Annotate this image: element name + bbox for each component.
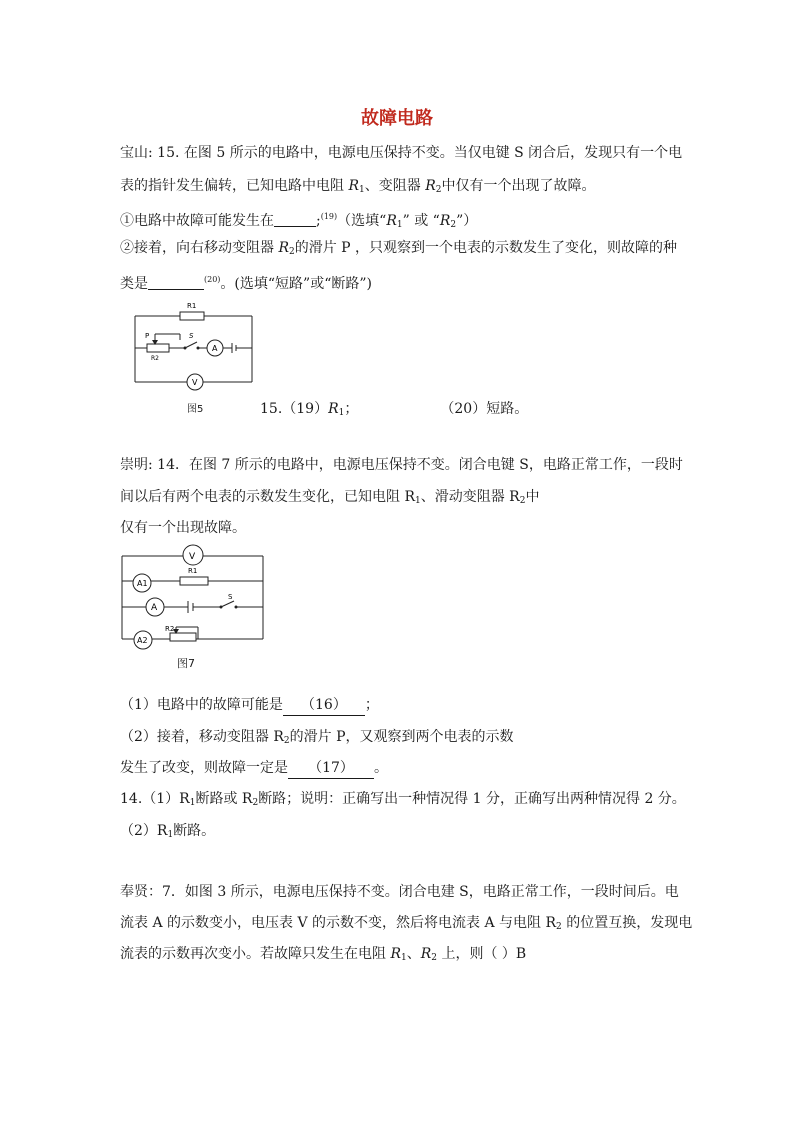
fengxian-question-line-2: 流表 A 的示数变小，电压表 V 的示数不变，然后将电流表 A 与电阻 $R_2$ 的位置互换，发现电 — [120, 915, 693, 932]
chongming-sub-question-2-line-1: （2）接着，移动变阻器 $R_2$的滑片 P，又观察到两个电表的示数 — [120, 729, 514, 746]
svg-text:V: V — [192, 378, 198, 387]
chongming-sub-question-1: （1）电路中的故障可能是 （16） ； — [120, 695, 379, 716]
answer-blank-17: （17） — [288, 758, 374, 779]
circuit-figure-7 — [118, 543, 268, 655]
fengxian-question-line-3: 流表的示数再次变小。若故障只发生在电阻 $R_1$、$R_2$ 上，则（ ）B — [120, 946, 527, 963]
baoshan-question-line-2: 表的指针发生偏转，已知电路中电阻 $R_1$、变阻器 $R_2$中仅有一个出现了故障。 — [120, 178, 596, 195]
svg-text:S: S — [228, 593, 233, 601]
baoshan-answer: $15.(19)R_1$； （20）短路。 — [260, 401, 529, 418]
circuit-figure-5 — [125, 298, 265, 398]
svg-text:A: A — [151, 603, 158, 613]
answer-blank-20 — [148, 275, 204, 290]
rheostat-r2 — [147, 344, 169, 352]
svg-text:A1: A1 — [137, 579, 148, 588]
chongming-sub-question-2-line-2: 发生了改变，则故障一定是 （17） 。 — [120, 758, 388, 779]
answer-blank-16: （16） — [283, 695, 365, 716]
chongming-question-line-3: 仅有一个出现故障。 — [120, 520, 246, 536]
svg-text:A: A — [212, 344, 218, 353]
svg-text:P: P — [145, 332, 150, 340]
rheostat-r2 — [170, 633, 196, 641]
baoshan-sub-question-1: ①电路中故障可能发生在 ;$^{(19)}$（选填“$R_1$” 或 “$R_2$”） — [120, 212, 478, 230]
svg-text:R1: R1 — [187, 302, 197, 310]
page-title: 故障电路 — [361, 108, 433, 129]
chongming-answer-1: $14.(1)R_1$断路或 $R_2$断路；说明：正确写出一种情况得 1 分，正确写出两种情况得 2 分。 — [120, 791, 686, 808]
svg-text:R2: R2 — [165, 625, 175, 633]
baoshan-sub-question-2-line-1: ②接着，向右移动变阻器 $R_2$的滑片 P ，只观察到一个电表的示数发生了变化，则故障的种 — [120, 240, 678, 257]
baoshan-sub-question-2-line-2: 类是 $^{(20)}$。(选填“短路”或“断路”) — [120, 275, 372, 292]
answer-blank-19 — [274, 212, 316, 227]
fengxian-question-line-1: 奉贤：7．如图 3 所示，电源电压保持不变。闭合电建 S，电路正常工作，一段时间后。电 — [120, 884, 679, 900]
chongming-question-line-2: 间以后有两个电表的示数发生变化，已知电阻 $R_1$、滑动变阻器 $R_2$中 — [120, 489, 540, 506]
svg-text:A2: A2 — [137, 636, 148, 645]
svg-text:V: V — [189, 552, 196, 562]
baoshan-question-line-1: 宝山: 15. 在图 5 所示的电路中，电源电压保持不变。当仅电键 S 闭合后，发现只有一个电 — [120, 145, 683, 161]
figure-7-caption: 图7 — [177, 657, 195, 670]
svg-text:R2: R2 — [151, 355, 159, 362]
resistor-r1 — [180, 312, 204, 320]
chongming-question-line-1: 崇明: 14．在图 7 所示的电路中，电源电压保持不变。闭合电键 S，电路正常工作，一段时 — [120, 457, 683, 473]
chongming-answer-2: $(2)R_1$断路。 — [120, 823, 216, 840]
resistor-r1 — [180, 577, 208, 585]
svg-text:S: S — [189, 332, 194, 340]
svg-text:R1: R1 — [188, 567, 198, 575]
figure-5-caption: 图5 — [187, 404, 204, 415]
